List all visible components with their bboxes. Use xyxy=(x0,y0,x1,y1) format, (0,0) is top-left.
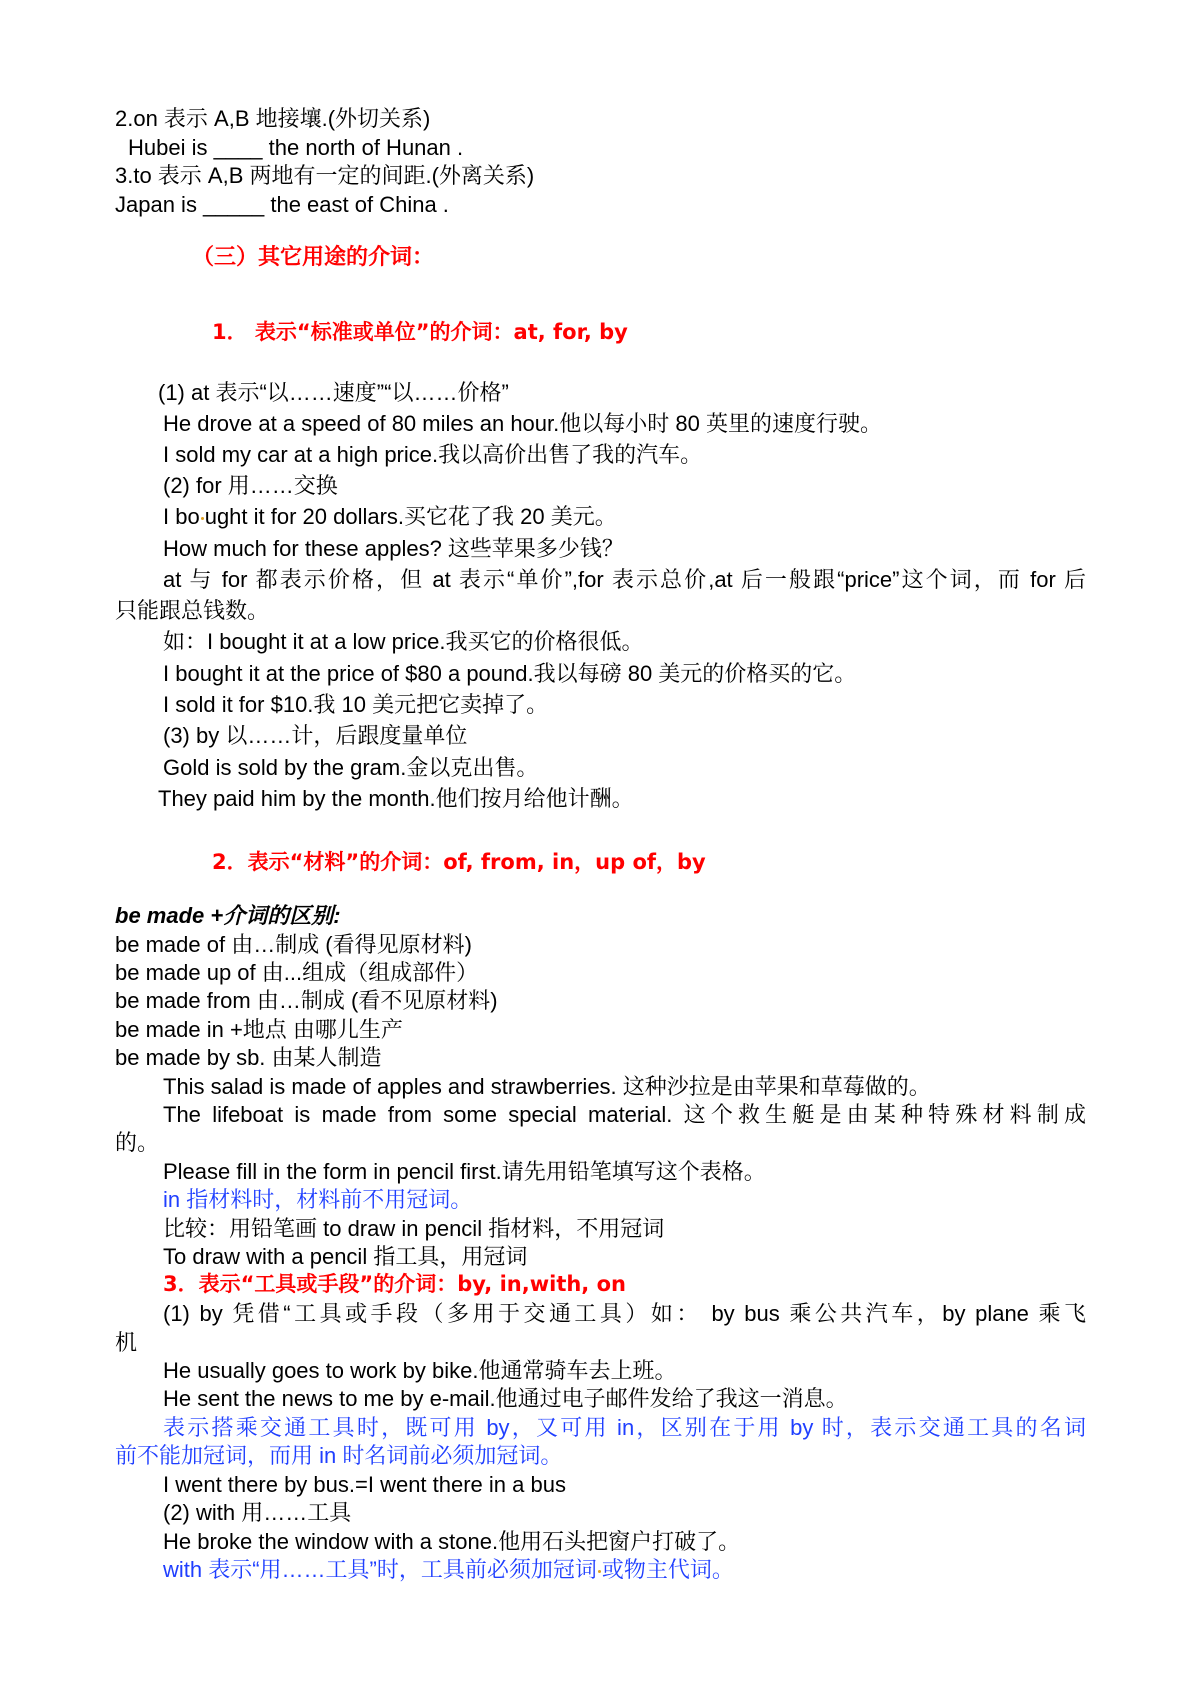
text-line: I went there by bus.=I went there in a bus xyxy=(163,1472,566,1497)
artifact-dot xyxy=(598,1570,601,1573)
note-line: in 指材料时，材料前不用冠词。 xyxy=(163,1187,473,1212)
artifact-dot xyxy=(201,517,204,520)
text-segment: ught it for 20 dollars.买它花了我 20 美元。 xyxy=(204,504,617,529)
note-line xyxy=(163,1559,734,1581)
subsection-heading: 2．表示“材料”的介词：of, from, in，up of，by xyxy=(212,850,706,874)
section-heading: （三）其它用途的介词： xyxy=(192,245,435,270)
text-line: at 与 for 都表示价格，但 at 表示“单价”,for 表示总价,at 后一般跟“price”这个词，而 for 后 xyxy=(163,567,1086,592)
text-line: (3) by 以……计，后跟度量单位 xyxy=(163,723,468,748)
text-line: 如：I bought it at a low price.我买它的价格很低。 xyxy=(163,629,644,654)
text-line: Please fill in the form in pencil first.请先用铅笔填写这个表格。 xyxy=(163,1159,766,1184)
text-line: 只能跟总钱数。 xyxy=(115,598,270,623)
text-line: He usually goes to work by bike.他通常骑车去上班。 xyxy=(163,1358,677,1383)
text-line: be made by sb. 由某人制造 xyxy=(115,1045,382,1070)
text-line: I bought it at the price of $80 a pound.我以每磅 80 美元的价格买的它。 xyxy=(163,661,857,686)
text-line: (2) for 用……交换 xyxy=(163,473,338,498)
text-line: 3.to 表示 A,B 两地有一定的间距.(外离关系) xyxy=(115,163,535,188)
text-line: 2.on 表示 A,B 地接壤.(外切关系) xyxy=(115,106,431,131)
text-line: be made in +地点 由哪儿生产 xyxy=(115,1017,403,1042)
note-line: 前不能加冠词，而用 in 时名词前必须加冠词。 xyxy=(115,1443,563,1468)
text-line: I sold my car at a high price.我以高价出售了我的汽车。 xyxy=(163,442,703,467)
text-line: 机 xyxy=(115,1330,138,1355)
text-line: This salad is made of apples and strawberries. 这种沙拉是由苹果和草莓做的。 xyxy=(163,1074,931,1099)
text-line: He drove at a speed of 80 miles an hour.他以每小时 80 英里的速度行驶。 xyxy=(163,411,882,436)
text-line: How much for these apples? 这些苹果多少钱？ xyxy=(163,536,624,561)
topic-heading: be made +介词的区别: xyxy=(115,903,341,928)
text-line: be made up of 由...组成（组成部件） xyxy=(115,960,479,985)
text-line: Gold is sold by the gram.金以克出售。 xyxy=(163,755,539,780)
text-line: be made from 由…制成 (看不见原材料) xyxy=(115,988,498,1013)
text-line: be made of 由…制成 (看得见原材料) xyxy=(115,932,472,957)
text-line: Japan is _____ the east of China . xyxy=(115,192,449,217)
text-line: To draw with a pencil 指工具，用冠词 xyxy=(163,1244,528,1269)
text-line: (1) by 凭借“工具或手段（多用于交通工具）如： by bus 乘公共汽车，by plane 乘飞 xyxy=(163,1301,1086,1326)
text-line: 的。 xyxy=(115,1130,160,1155)
subsection-heading: 1． 表示“标准或单位”的介词：at, for, by xyxy=(212,320,628,344)
text-segment: 或物主代词。 xyxy=(601,1557,734,1582)
text-line xyxy=(163,506,617,528)
text-line: (1) at 表示“以……速度”“以……价格” xyxy=(158,380,509,405)
text-line: He sent the news to me by e-mail.他通过电子邮件发给了我这一消息。 xyxy=(163,1386,848,1411)
subsection-heading: 3．表示“工具或手段”的介词：by, in,with, on xyxy=(163,1272,626,1296)
text-line: They paid him by the month.他们按月给他计酬。 xyxy=(158,786,634,811)
text-line: Hubei is ____ the north of Hunan . xyxy=(128,135,464,160)
text-line: He broke the window with a stone.他用石头把窗户打破了。 xyxy=(163,1529,741,1554)
text-segment: with 表示“用……工具”时，工具前必须加冠词 xyxy=(163,1557,597,1582)
text-segment: I bo xyxy=(163,504,200,529)
note-line: 表示搭乘交通工具时，既可用 by，又可用 in，区别在于用 by 时，表示交通工具的名词 xyxy=(163,1415,1086,1440)
text-line: The lifeboat is made from some special material. 这个救生艇是由某种特殊材料制成 xyxy=(163,1102,1086,1127)
text-line: 比较：用铅笔画 to draw in pencil 指材料，不用冠词 xyxy=(163,1216,665,1241)
text-line: I sold it for $10.我 10 美元把它卖掉了。 xyxy=(163,692,549,717)
text-line: (2) with 用……工具 xyxy=(163,1500,352,1525)
